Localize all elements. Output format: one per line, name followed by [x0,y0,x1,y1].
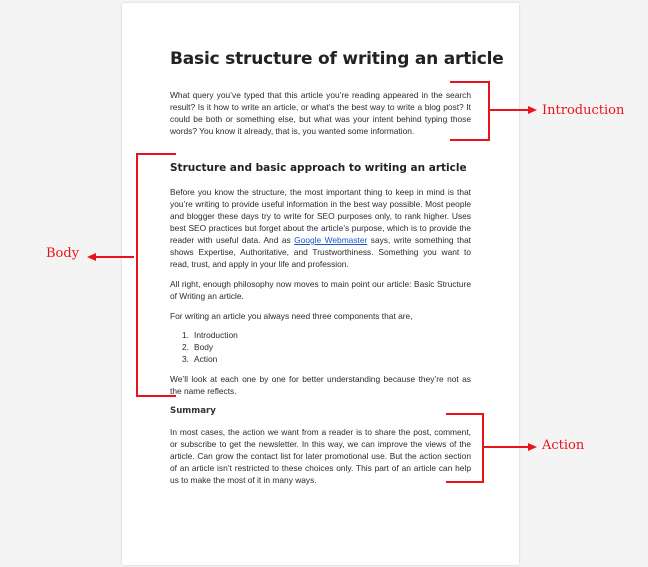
body-bracket [136,153,176,397]
introduction-arrow [490,109,528,111]
introduction-arrow-head-icon [528,106,537,114]
body-paragraph-3 [170,310,471,322]
action-arrow-head-icon [528,443,537,451]
body-paragraph-4 [170,373,471,397]
body-paragraph-2 [170,278,471,302]
body-label: Body [46,246,80,261]
action-label: Action [542,438,585,453]
list-item [182,329,238,341]
google-webmaster-link[interactable]: Google Webmaster [294,235,368,245]
body-arrow-head-icon [87,253,96,261]
body-paragraph-2-text: All right, enough philosophy now moves to main point our article: Basic Structure of Writing an article. [170,279,471,301]
components-list [182,329,238,365]
list-item [182,353,238,365]
list-number: 3. [182,354,189,364]
list-item [182,341,238,353]
summary-paragraph [170,426,471,486]
summary-heading: Summary [170,406,216,416]
action-arrow [484,446,528,448]
body-paragraph-3-text: For writing an article you always need three components that are, [170,311,413,321]
section-heading: Structure and basic approach to writing an article [170,162,467,174]
list-number: 1. [182,330,189,340]
body-paragraph-1-text [170,186,471,270]
article-title: Basic structure of writing an article [170,49,504,69]
body-text-after-link: says, write something that shows Expertise, Authoritative, and Trustworthiness. Something you want to read, trust, and apply in your life and profession. [170,235,471,269]
body-paragraph-1 [170,186,471,270]
list-label: Body [194,342,214,352]
body-text-before-link: Before you know the structure, the most important thing to keep in mind is that you’re writing to provide useful information in the best way possible. Most people and blogger these days try to write for SEO purposes only, to rank higher. Uses best SEO practices but forget about the article’s purpose, which is to provide the reader with useful data. And as [170,187,471,245]
body-arrow [96,256,134,258]
introduction-bracket [450,81,490,141]
list-label: Introduction [194,330,238,340]
intro-paragraph [170,89,471,137]
summary-text: In most cases, the action we want from a reader is to share the post, comment, or subscribe to get the newsletter. In this way, we can improve the views of the article. Can grow the contact list for later promotional use. But the action section of an article isn’t restricted to these choices only. This part of an article can help us to make the most of it in many ways. [170,427,471,485]
introduction-label: Introduction [542,103,625,118]
intro-text: What query you’ve typed that this article you’re reading appeared in the search result? Is it how to write an article, or what’s the best way to write a blog post? It could be both or something else, but what was your intent behind typing those words? You know it already, that is, you wanted some information. [170,90,471,136]
list-label: Action [194,354,218,364]
body-paragraph-4-text: We’ll look at each one by one for better understanding because they’re not as the name reflects. [170,374,471,396]
action-bracket [446,413,484,483]
list-number: 2. [182,342,189,352]
